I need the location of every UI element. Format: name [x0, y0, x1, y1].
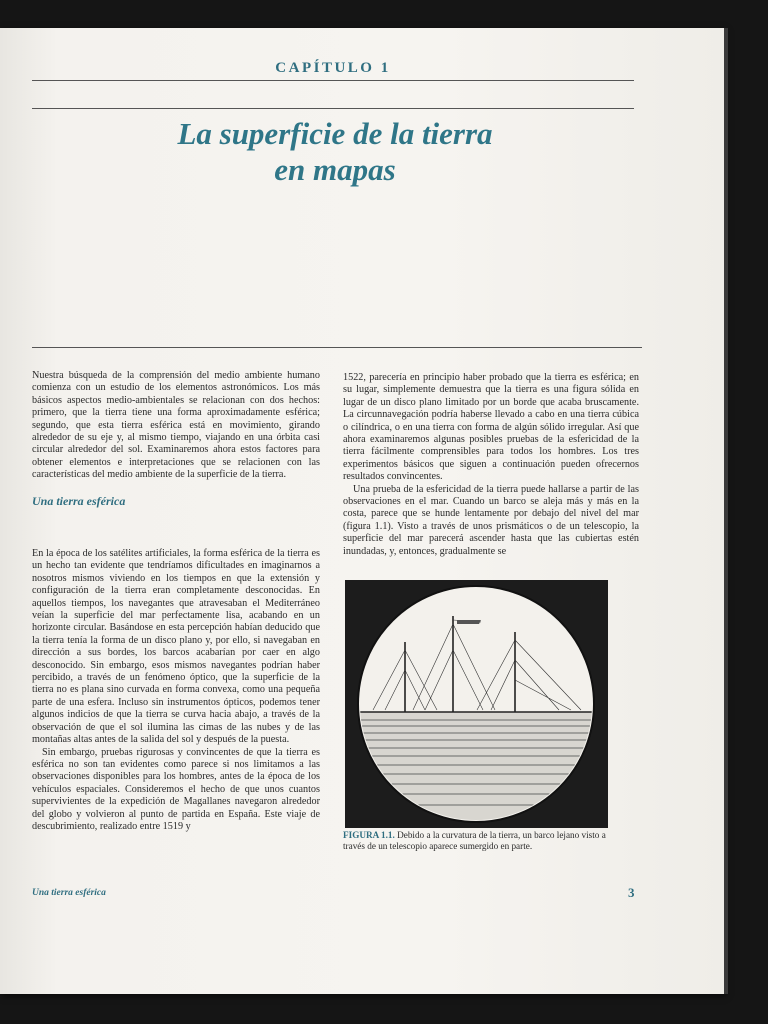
figure-label: FIGURA 1.1.	[343, 830, 395, 840]
right-column-body	[343, 372, 639, 558]
page-right-edge-shadow	[724, 28, 728, 994]
page-number: 3	[628, 885, 635, 900]
right-paragraph-2: Una prueba de la esfericidad de la tierra puede hallarse a partir de las observaciones en el mar. Cuando un barco se aleja más y más en la costa, parece que se hunde lentamente por debajo del nivel del mar (figura 1.1). Visto a través de unos prismáticos o de un telescopio, la superficie del mar parecerá ascender hasta que las cubiertas estén inundadas, y, entonces, gradualmente se	[343, 483, 639, 557]
left-column-intro	[32, 370, 320, 482]
running-footer-title: Una tierra esférica	[32, 888, 106, 898]
section-rule	[32, 347, 642, 348]
chapter-title-line-1: La superficie de la tierra	[177, 116, 493, 151]
intro-paragraph: Nuestra búsqueda de la comprensión del medio ambiente humano comienza con un estudio de los elementos astronómicos. Los más básicos aspectos medio-ambientales se relacionan con dos hechos: primero, que la tierra tiene una forma aproximadamente esférica; segundo, que esta tierra esférica está en movimiento, girando alrededor de su eje y, al mismo tiempo, viajando en una órbita casi circular alrededor del sol. Examinaremos ahora estos factores para obtener elementos e interpretaciones que se relacionen con las características del medio ambiente de la superficie de la tierra.	[32, 370, 320, 481]
section-subheading: Una tierra esférica	[32, 494, 126, 508]
figure-telescope-ships	[345, 580, 608, 828]
body-paragraph-1: En la época de los satélites artificiales, la forma esférica de la tierra es un hecho tan evidente que tendríamos dificultades en imaginarnos a nosotros mismos viviendo en los tiempos en que la extensión y configuración de la tierra eran completamente desconocidas. En aquellos tiempos, los navegantes que atravesaban el Mediterráneo veían la superficie del mar perfectamente lisa, acabando en un horizonte circular. Basándose en esta percepción habían deducido que la tierra tenía la forma de un disco plano y, por ello, si navegaban en dirección a sus bordes, los barcos acabarían por caer en algo desconocido. Sin embargo, esos mismos navegantes podrían haber percibido, a través de un fenómeno óptico, que la superficie de la tierra no es plana sino curvada en forma convexa, como una pequeña parte de una esfera. Incluso sin instrumentos ópticos, podemos tener algunos indicios de que la tierra se curva hacia abajo, a través de la observación de que el sol ilumina las cimas de las nubes y de las montañas altas antes de la salida del sol y después de la puesta.	[32, 548, 320, 746]
top-rule-upper	[32, 80, 634, 81]
telescope-view-illustration	[345, 580, 608, 828]
figure-caption	[343, 830, 623, 852]
chapter-title-line-2: en mapas	[274, 152, 396, 187]
body-paragraph-2: Sin embargo, pruebas rigurosas y convincentes de que la tierra es esférica no son tan evidentes como parece si nos limitamos a las observaciones disponibles para los hombres, antes de la época de los vehículos espaciales. Consideremos el hecho de que unos cuantos supervivientes de la expedición de Magallanes navegaron alrededor del globo y volvieron al punto de partida en España. Este viaje de descubrimiento, realizado entre 1519 y	[32, 746, 320, 832]
right-paragraph-1: 1522, parecería en principio haber probado que la tierra es esférica; en su lugar, simplemente demuestra que la tierra es una figura sólida en lugar de un disco plano limitado por un borde que acaba bruscamente. La circunnavegación podría haberse llevado a cabo en una tierra cúbica o cilíndrica, o en una tierra con forma de algún sólido irregular. Así que ahora examinaremos algunas posibles pruebas de la esfericidad de la tierra fácilmente comprensibles para todos los hombres. Los tres experimentos básicos que siguen a continuación pueden ofrecernos resultados convincentes.	[343, 372, 639, 483]
chapter-title	[40, 116, 630, 188]
chapter-heading: CAPÍTULO 1	[275, 60, 391, 76]
top-rule-lower	[32, 108, 634, 109]
figure-caption-text: Debido a la curvatura de la tierra, un barco lejano visto a través de un telescopio aparece sumergido en parte.	[343, 830, 606, 851]
left-column-body	[32, 548, 320, 833]
